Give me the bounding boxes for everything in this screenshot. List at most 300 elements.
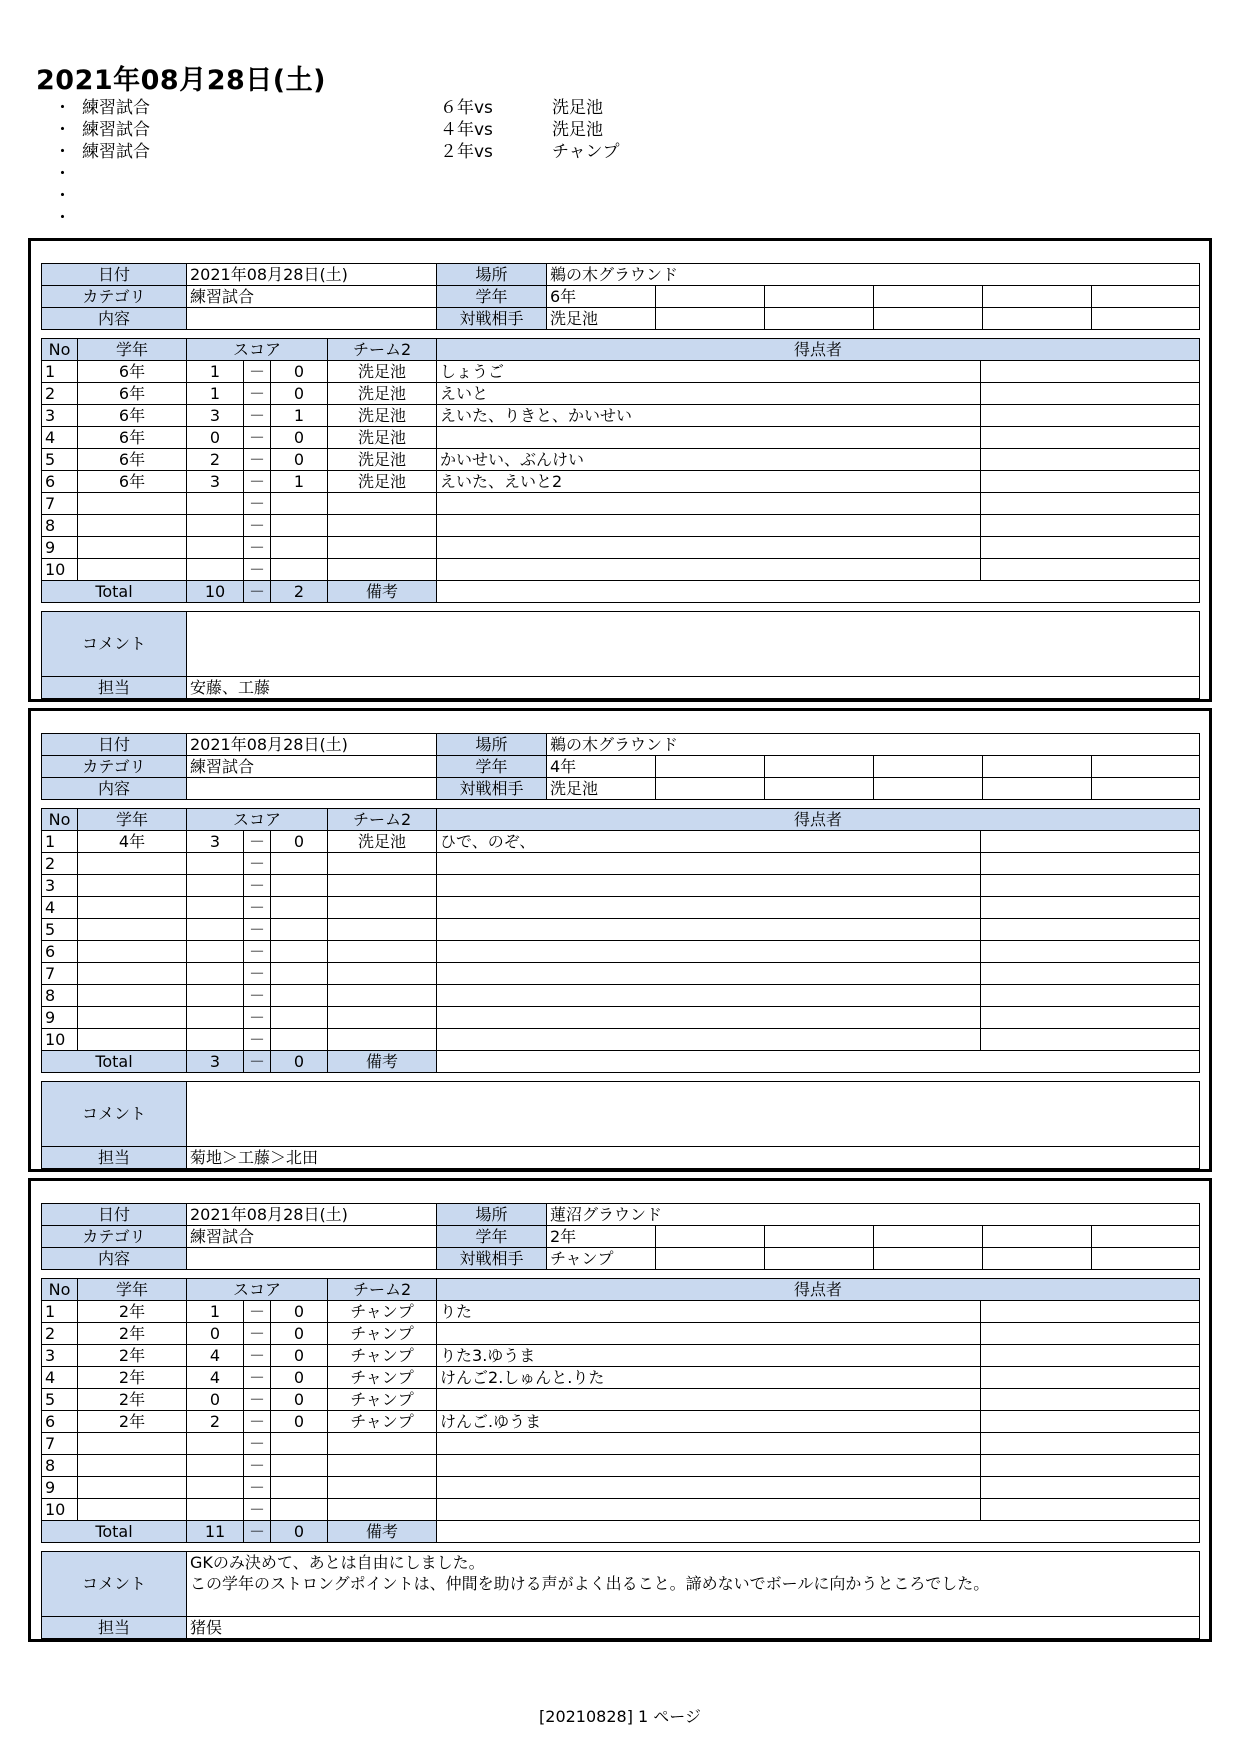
- score-dash: －: [244, 515, 271, 537]
- game-team2: [328, 897, 437, 919]
- game-grade: [78, 1029, 187, 1051]
- game-scorers: [437, 919, 981, 941]
- score-home: 3: [187, 405, 244, 427]
- table-row: [42, 1007, 1200, 1029]
- schedule-grade: ２年vs: [440, 142, 493, 162]
- table-row: [42, 427, 1200, 449]
- date-label: 日付: [42, 1204, 187, 1226]
- game-team2: 洗足池: [328, 383, 437, 405]
- score-header: スコア: [187, 809, 328, 831]
- game-scorers: [437, 493, 981, 515]
- score-away: [271, 493, 328, 515]
- bullet: ・: [54, 186, 71, 206]
- score-home: [187, 919, 244, 941]
- score-away: 0: [271, 1411, 328, 1433]
- score-home: 3: [187, 471, 244, 493]
- notes-label: 備考: [328, 581, 437, 603]
- score-dash: －: [244, 897, 271, 919]
- score-home: 1: [187, 361, 244, 383]
- score-dash: －: [244, 1323, 271, 1345]
- game-scorers: [437, 875, 981, 897]
- game-scorers: [437, 853, 981, 875]
- game-team2: [328, 1433, 437, 1455]
- page-footer: [20210828] 1 ページ: [539, 1707, 701, 1726]
- table-row: [42, 875, 1200, 897]
- score-home: [187, 875, 244, 897]
- opponent-value: 洗足池: [547, 308, 656, 330]
- game-grade: 6年: [78, 449, 187, 471]
- game-grade: [78, 1455, 187, 1477]
- table-row: [42, 1367, 1200, 1389]
- comment-text: [187, 612, 1200, 677]
- staff-label: 担当: [42, 1147, 187, 1169]
- score-dash: －: [244, 1477, 271, 1499]
- game-no: 6: [42, 471, 78, 493]
- score-home: [187, 1007, 244, 1029]
- place-value: 鵜の木グラウンド: [547, 734, 1200, 756]
- table-row: [42, 405, 1200, 427]
- game-grade: [78, 537, 187, 559]
- scorers-header: 得点者: [437, 339, 1200, 361]
- score-home: 0: [187, 1389, 244, 1411]
- category-value: 練習試合: [187, 286, 437, 308]
- score-dash: －: [244, 559, 271, 581]
- grade-header: 学年: [78, 809, 187, 831]
- comment-line: GKのみ決めて、あとは自由にしました。: [190, 1553, 485, 1572]
- category-label: カテゴリ: [42, 756, 187, 778]
- score-away: [271, 919, 328, 941]
- score-away: 0: [271, 1389, 328, 1411]
- game-grade: 2年: [78, 1367, 187, 1389]
- bullet: ・: [54, 164, 71, 184]
- game-no: 3: [42, 405, 78, 427]
- team2-header: チーム2: [328, 809, 437, 831]
- total-row: [42, 1521, 1200, 1543]
- game-scorers: [437, 1323, 981, 1345]
- game-scorers: [437, 1477, 981, 1499]
- score-home: [187, 1433, 244, 1455]
- total-away: 2: [271, 581, 328, 603]
- content-value: [187, 308, 437, 330]
- score-home: [187, 1499, 244, 1521]
- game-team2: [328, 1455, 437, 1477]
- notes-label: 備考: [328, 1521, 437, 1543]
- place-label: 場所: [437, 264, 547, 286]
- score-dash: －: [244, 1433, 271, 1455]
- date-value: 2021年08月28日(土): [187, 1204, 437, 1226]
- score-away: [271, 963, 328, 985]
- game-grade: 6年: [78, 361, 187, 383]
- no-header: No: [42, 809, 78, 831]
- table-row: [42, 537, 1200, 559]
- score-dash: －: [244, 985, 271, 1007]
- total-home: 11: [187, 1521, 244, 1543]
- score-dash: －: [244, 471, 271, 493]
- game-team2: [328, 875, 437, 897]
- game-no: 1: [42, 361, 78, 383]
- comment-text: [187, 1552, 1200, 1617]
- game-team2: [328, 963, 437, 985]
- date-value: 2021年08月28日(土): [187, 734, 437, 756]
- score-away: 0: [271, 1345, 328, 1367]
- score-away: 1: [271, 471, 328, 493]
- game-no: 4: [42, 1367, 78, 1389]
- score-away: [271, 853, 328, 875]
- score-away: 0: [271, 449, 328, 471]
- game-scorers: けんご.ゆうま: [437, 1411, 981, 1433]
- game-grade: 2年: [78, 1345, 187, 1367]
- score-away: [271, 1477, 328, 1499]
- score-home: [187, 493, 244, 515]
- score-home: [187, 515, 244, 537]
- content-label: 内容: [42, 778, 187, 800]
- game-scorers: えいた、りきと、かいせい: [437, 405, 981, 427]
- date-label: 日付: [42, 734, 187, 756]
- category-label: カテゴリ: [42, 1226, 187, 1248]
- table-row: [42, 1411, 1200, 1433]
- table-row: [42, 361, 1200, 383]
- comment-label: コメント: [42, 612, 187, 677]
- grade-header: 学年: [78, 339, 187, 361]
- games-table: [41, 1278, 1200, 1543]
- grade-value: 2年: [547, 1226, 656, 1248]
- game-grade: 6年: [78, 471, 187, 493]
- game-no: 6: [42, 941, 78, 963]
- total-home: 10: [187, 581, 244, 603]
- game-grade: 6年: [78, 383, 187, 405]
- score-dash: －: [244, 963, 271, 985]
- scorers-header: 得点者: [437, 1279, 1200, 1301]
- game-grade: [78, 897, 187, 919]
- score-home: [187, 985, 244, 1007]
- game-grade: [78, 515, 187, 537]
- game-scorers: [437, 1029, 981, 1051]
- game-grade: [78, 559, 187, 581]
- game-team2: [328, 1007, 437, 1029]
- score-dash: －: [244, 537, 271, 559]
- score-dash: －: [244, 405, 271, 427]
- game-team2: [328, 985, 437, 1007]
- game-scorers: けんご2.しゅんと.りた: [437, 1367, 981, 1389]
- table-row: [42, 963, 1200, 985]
- total-away: 0: [271, 1521, 328, 1543]
- table-row: [42, 1389, 1200, 1411]
- game-scorers: [437, 559, 981, 581]
- table-row: [42, 559, 1200, 581]
- score-dash: －: [244, 1411, 271, 1433]
- game-scorers: ひで、のぞ、: [437, 831, 981, 853]
- game-team2: チャンプ: [328, 1301, 437, 1323]
- total-row: [42, 1051, 1200, 1073]
- place-label: 場所: [437, 1204, 547, 1226]
- game-grade: [78, 1433, 187, 1455]
- table-row: [42, 919, 1200, 941]
- game-no: 4: [42, 897, 78, 919]
- game-grade: [78, 1007, 187, 1029]
- content-label: 内容: [42, 1248, 187, 1270]
- score-away: [271, 1007, 328, 1029]
- game-scorers: [437, 985, 981, 1007]
- score-home: 2: [187, 449, 244, 471]
- score-dash: －: [244, 919, 271, 941]
- table-row: [42, 515, 1200, 537]
- game-no: 2: [42, 853, 78, 875]
- comment-text: [187, 1082, 1200, 1147]
- match-report: [28, 708, 1212, 1172]
- opponent-label: 対戦相手: [437, 1248, 547, 1270]
- table-row: [42, 1301, 1200, 1323]
- game-grade: [78, 493, 187, 515]
- score-away: [271, 941, 328, 963]
- opponent-value: 洗足池: [547, 778, 656, 800]
- game-grade: 6年: [78, 405, 187, 427]
- game-no: 7: [42, 493, 78, 515]
- category-label: カテゴリ: [42, 286, 187, 308]
- game-team2: チャンプ: [328, 1345, 437, 1367]
- game-grade: [78, 919, 187, 941]
- game-team2: 洗足池: [328, 427, 437, 449]
- game-no: 9: [42, 537, 78, 559]
- game-no: 2: [42, 1323, 78, 1345]
- score-dash: －: [244, 383, 271, 405]
- schedule-opponent: チャンプ: [552, 142, 620, 162]
- place-value: 鵜の木グラウンド: [547, 264, 1200, 286]
- score-home: [187, 941, 244, 963]
- bullet: ・: [54, 208, 71, 228]
- score-away: [271, 1029, 328, 1051]
- total-label: Total: [42, 1051, 187, 1073]
- opponent-label: 対戦相手: [437, 778, 547, 800]
- game-team2: [328, 559, 437, 581]
- place-label: 場所: [437, 734, 547, 756]
- game-no: 5: [42, 1389, 78, 1411]
- game-team2: [328, 853, 437, 875]
- score-dash: －: [244, 449, 271, 471]
- game-team2: チャンプ: [328, 1367, 437, 1389]
- schedule-opponent: 洗足池: [552, 120, 603, 140]
- game-grade: [78, 853, 187, 875]
- schedule-opponent: 洗足池: [552, 98, 603, 118]
- team2-header: チーム2: [328, 1279, 437, 1301]
- game-no: 2: [42, 383, 78, 405]
- score-home: [187, 853, 244, 875]
- score-home: 4: [187, 1345, 244, 1367]
- comment-table: [41, 1551, 1200, 1639]
- score-away: [271, 1499, 328, 1521]
- score-away: [271, 985, 328, 1007]
- category-value: 練習試合: [187, 756, 437, 778]
- game-no: 7: [42, 1433, 78, 1455]
- category-value: 練習試合: [187, 1226, 437, 1248]
- table-row: [42, 1323, 1200, 1345]
- table-row: [42, 1477, 1200, 1499]
- match-report: [28, 238, 1212, 702]
- opponent-label: 対戦相手: [437, 308, 547, 330]
- game-scorers: [437, 537, 981, 559]
- staff-value: 菊地＞工藤＞北田: [187, 1147, 1200, 1169]
- table-row: [42, 449, 1200, 471]
- total-row: [42, 581, 1200, 603]
- game-team2: 洗足池: [328, 405, 437, 427]
- game-grade: [78, 1477, 187, 1499]
- game-no: 10: [42, 559, 78, 581]
- total-away: 0: [271, 1051, 328, 1073]
- game-scorers: [437, 1007, 981, 1029]
- table-row: [42, 1345, 1200, 1367]
- game-scorers: しょうご: [437, 361, 981, 383]
- comment-label: コメント: [42, 1552, 187, 1617]
- total-label: Total: [42, 581, 187, 603]
- game-grade: 6年: [78, 427, 187, 449]
- game-grade: 2年: [78, 1323, 187, 1345]
- game-grade: 2年: [78, 1301, 187, 1323]
- game-grade: 2年: [78, 1389, 187, 1411]
- score-away: [271, 559, 328, 581]
- game-no: 9: [42, 1477, 78, 1499]
- game-scorers: えいと: [437, 383, 981, 405]
- game-team2: 洗足池: [328, 831, 437, 853]
- game-team2: [328, 941, 437, 963]
- game-scorers: りた3.ゆうま: [437, 1345, 981, 1367]
- schedule-event: 練習試合: [82, 98, 150, 118]
- table-row: [42, 831, 1200, 853]
- grade-label: 学年: [437, 1226, 547, 1248]
- score-home: [187, 1455, 244, 1477]
- score-home: [187, 963, 244, 985]
- score-away: [271, 1433, 328, 1455]
- game-no: 3: [42, 1345, 78, 1367]
- scorers-header: 得点者: [437, 809, 1200, 831]
- score-away: 0: [271, 1323, 328, 1345]
- score-away: [271, 515, 328, 537]
- grade-value: 6年: [547, 286, 656, 308]
- score-away: 0: [271, 831, 328, 853]
- game-team2: [328, 537, 437, 559]
- table-row: [42, 1455, 1200, 1477]
- score-dash: －: [244, 1389, 271, 1411]
- score-dash: －: [244, 1455, 271, 1477]
- score-dash: －: [244, 493, 271, 515]
- score-away: [271, 1455, 328, 1477]
- game-team2: [328, 493, 437, 515]
- game-scorers: [437, 1433, 981, 1455]
- game-no: 5: [42, 449, 78, 471]
- score-away: 0: [271, 1301, 328, 1323]
- table-row: [42, 853, 1200, 875]
- game-no: 8: [42, 1455, 78, 1477]
- table-row: [42, 941, 1200, 963]
- table-row: [42, 897, 1200, 919]
- comment-table: [41, 1081, 1200, 1169]
- game-grade: [78, 875, 187, 897]
- score-away: 1: [271, 405, 328, 427]
- grade-label: 学年: [437, 286, 547, 308]
- game-team2: [328, 1029, 437, 1051]
- notes-value: [437, 1051, 1200, 1073]
- score-home: 0: [187, 427, 244, 449]
- staff-value: 猪俣: [187, 1617, 1200, 1639]
- schedule-grade: ６年vs: [440, 98, 493, 118]
- total-dash: －: [244, 1521, 271, 1543]
- notes-label: 備考: [328, 1051, 437, 1073]
- game-scorers: [437, 1389, 981, 1411]
- score-away: [271, 537, 328, 559]
- total-home: 3: [187, 1051, 244, 1073]
- comment-table: [41, 611, 1200, 699]
- score-home: 3: [187, 831, 244, 853]
- game-no: 10: [42, 1499, 78, 1521]
- score-dash: －: [244, 1345, 271, 1367]
- table-row: [42, 1029, 1200, 1051]
- date-label: 日付: [42, 264, 187, 286]
- score-home: [187, 1477, 244, 1499]
- total-dash: －: [244, 581, 271, 603]
- date-value: 2021年08月28日(土): [187, 264, 437, 286]
- report-header-table: [41, 733, 1200, 800]
- table-row: [42, 471, 1200, 493]
- score-home: [187, 1029, 244, 1051]
- game-scorers: [437, 963, 981, 985]
- grade-label: 学年: [437, 756, 547, 778]
- page-title: 2021年08月28日(土): [36, 65, 326, 96]
- game-team2: [328, 515, 437, 537]
- game-scorers: [437, 941, 981, 963]
- score-home: 1: [187, 383, 244, 405]
- score-dash: －: [244, 361, 271, 383]
- bullet: ・: [54, 98, 71, 118]
- report-header-table: [41, 263, 1200, 330]
- game-scorers: りた: [437, 1301, 981, 1323]
- game-team2: 洗足池: [328, 361, 437, 383]
- table-row: [42, 383, 1200, 405]
- table-row: [42, 985, 1200, 1007]
- comment-line: この学年のストロングポイントは、仲間を助ける声がよく出ること。諦めないでボールに向かうところでした。: [190, 1574, 990, 1593]
- score-header: スコア: [187, 1279, 328, 1301]
- no-header: No: [42, 339, 78, 361]
- game-grade: [78, 985, 187, 1007]
- game-no: 10: [42, 1029, 78, 1051]
- content-label: 内容: [42, 308, 187, 330]
- notes-value: [437, 1521, 1200, 1543]
- score-away: 0: [271, 1367, 328, 1389]
- games-table: [41, 338, 1200, 603]
- opponent-value: チャンプ: [547, 1248, 656, 1270]
- game-scorers: えいた、えいと2: [437, 471, 981, 493]
- game-scorers: [437, 1499, 981, 1521]
- score-away: [271, 897, 328, 919]
- score-home: 1: [187, 1301, 244, 1323]
- game-no: 1: [42, 1301, 78, 1323]
- score-dash: －: [244, 1029, 271, 1051]
- report-header-table: [41, 1203, 1200, 1270]
- match-report: [28, 1178, 1212, 1642]
- game-team2: [328, 919, 437, 941]
- score-header: スコア: [187, 339, 328, 361]
- table-row: [42, 1499, 1200, 1521]
- score-dash: －: [244, 1499, 271, 1521]
- game-grade: [78, 1499, 187, 1521]
- staff-label: 担当: [42, 677, 187, 699]
- game-grade: 4年: [78, 831, 187, 853]
- score-away: 0: [271, 427, 328, 449]
- grade-header: 学年: [78, 1279, 187, 1301]
- game-no: 8: [42, 515, 78, 537]
- game-team2: 洗足池: [328, 449, 437, 471]
- game-no: 5: [42, 919, 78, 941]
- staff-value: 安藤、工藤: [187, 677, 1200, 699]
- game-team2: チャンプ: [328, 1411, 437, 1433]
- score-dash: －: [244, 853, 271, 875]
